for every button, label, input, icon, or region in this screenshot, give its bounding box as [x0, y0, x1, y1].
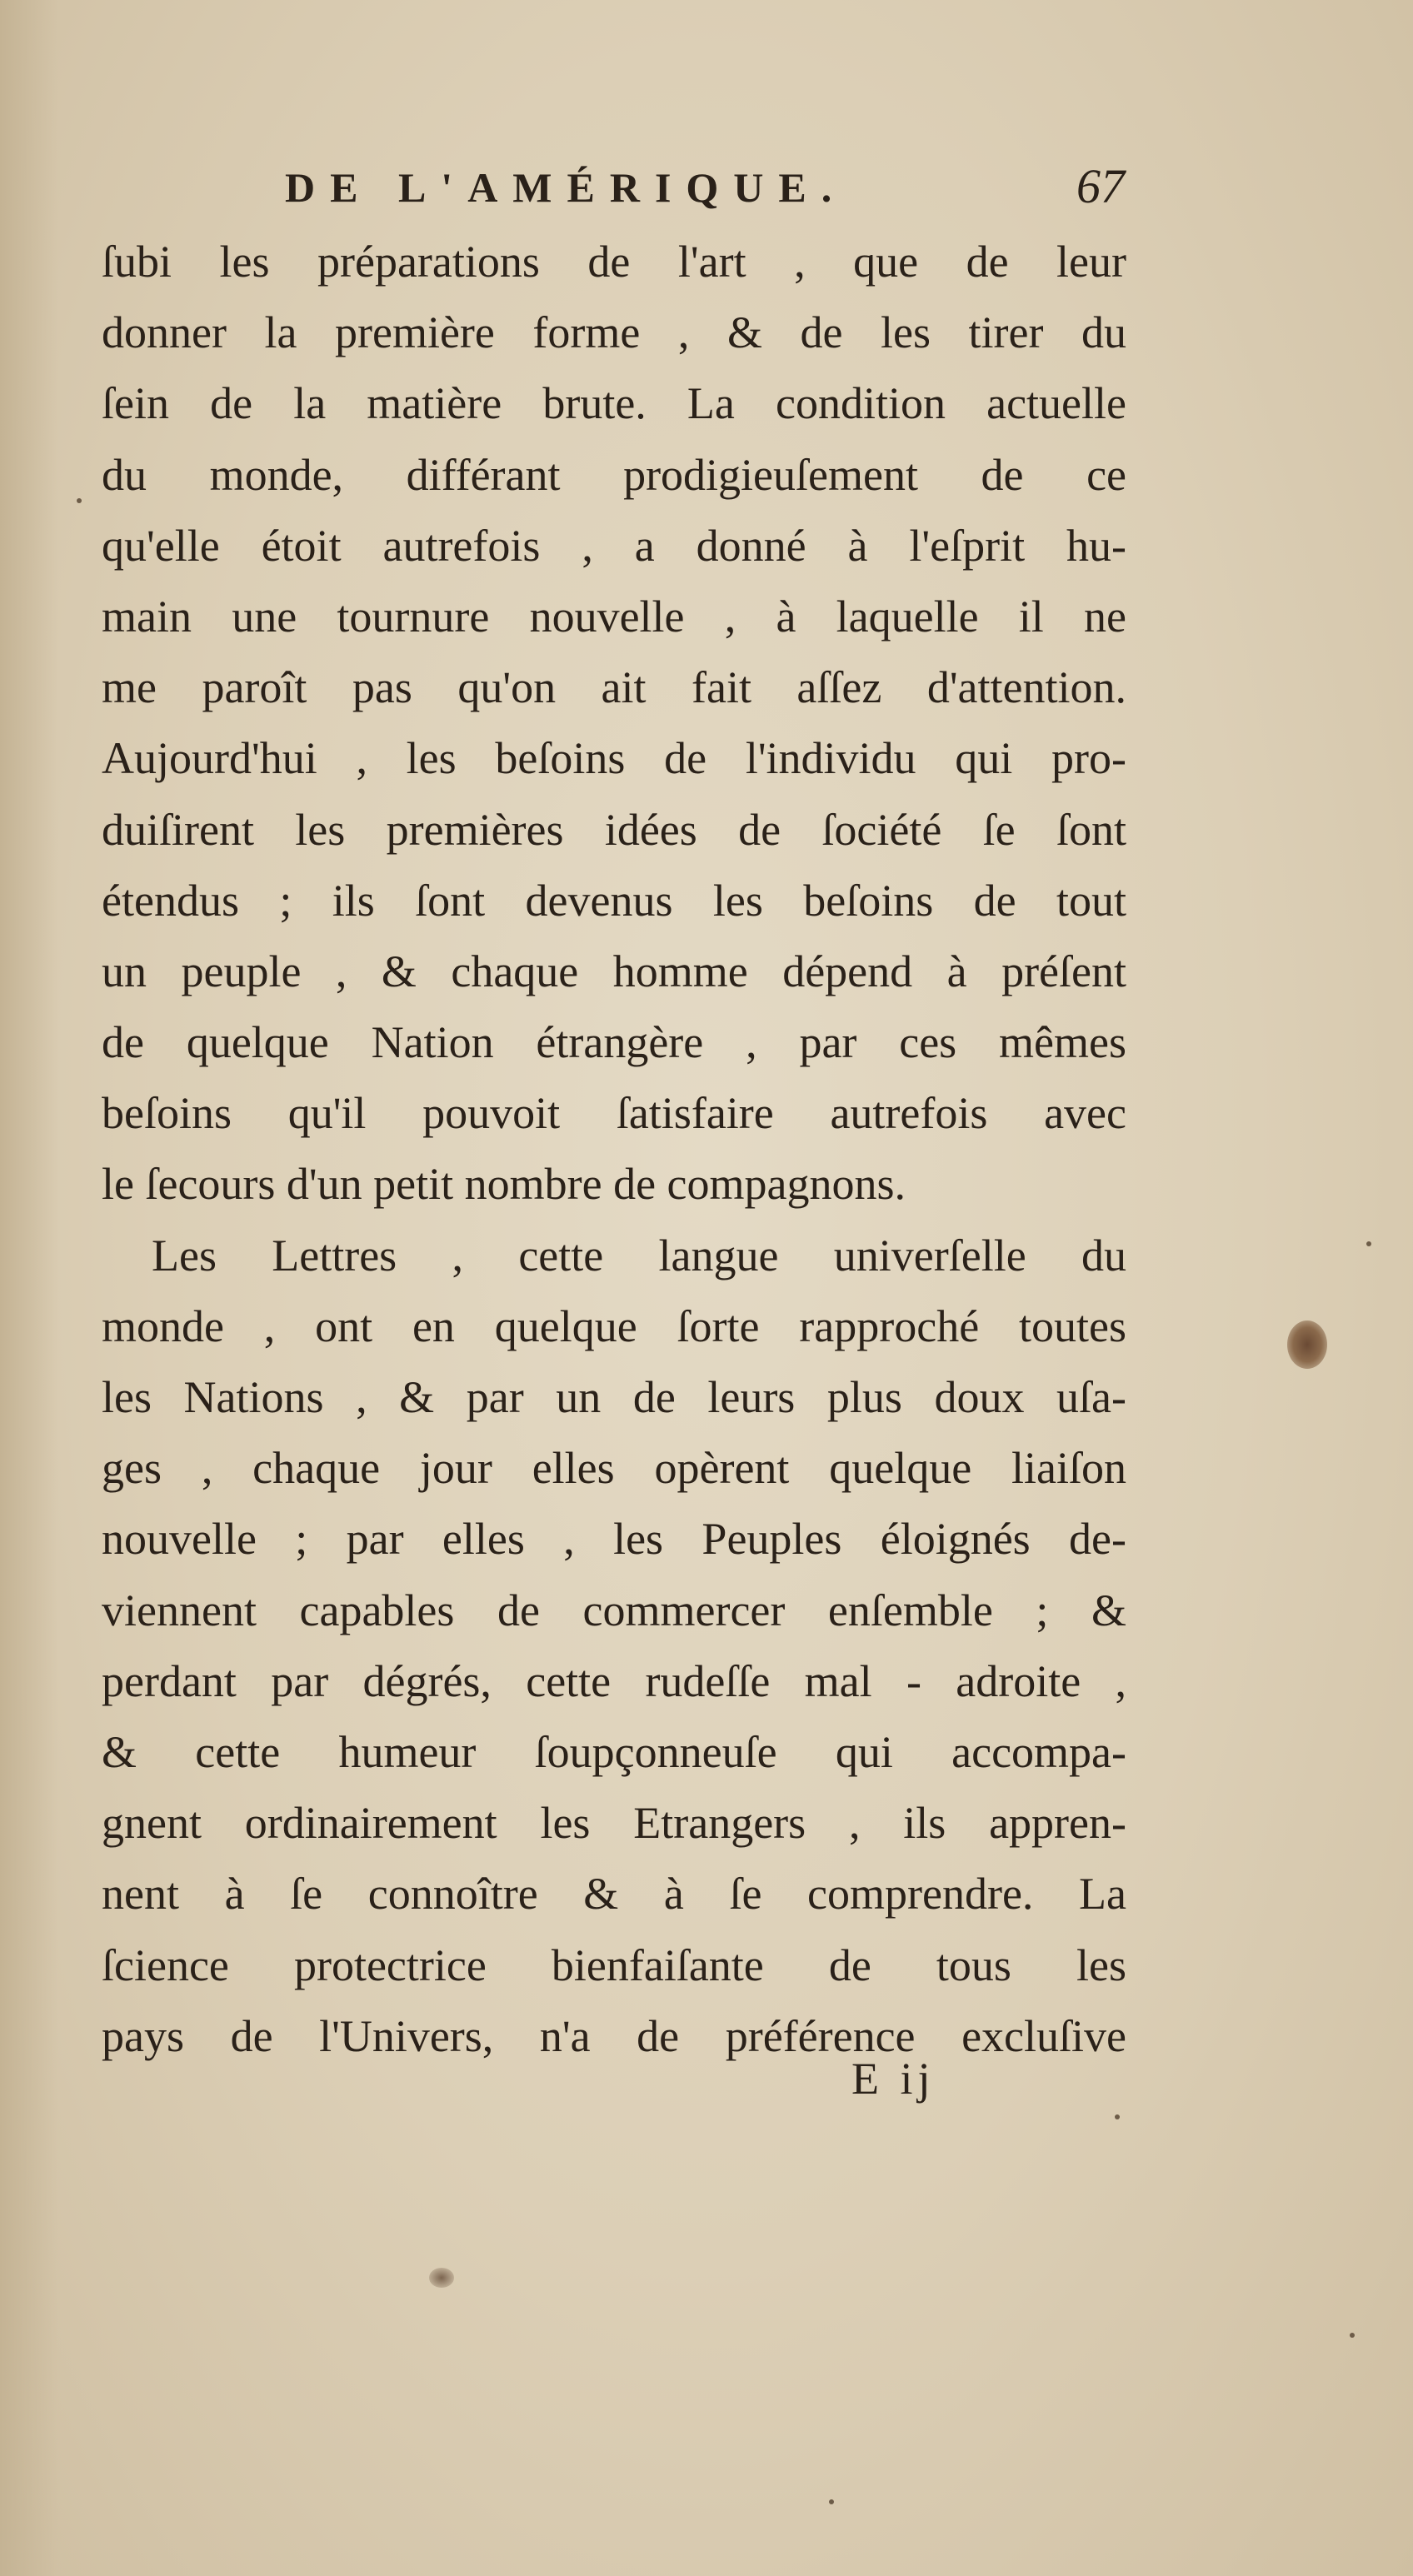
text-line: ſubi les préparations de l'art , que de leur — [102, 237, 1126, 287]
text-line: le ſecours d'un petit nombre de compagnons. — [102, 1159, 906, 1210]
text-line: me paroît pas qu'on ait fait aſſez d'attention. — [102, 662, 1126, 713]
page-number: 67 — [1076, 159, 1125, 213]
text-line: Les Lettres , cette langue univerſelle du — [152, 1230, 1126, 1281]
text-line: pays de l'Univers, n'a de préférence excluſive — [102, 2010, 1126, 2061]
signature-mark: E ij — [851, 2054, 936, 2104]
text-line: nent à ſe connoître & à ſe comprendre. La — [102, 1869, 1126, 1920]
paper-speck — [1115, 2114, 1120, 2119]
text-line: étendus ; ils ſont devenus les beſoins de tout — [102, 875, 1126, 926]
text-line: ges , chaque jour elles opèrent quelque liaiſon — [102, 1443, 1126, 1494]
text-line: gnent ordinairement les Etrangers , ils appren- — [102, 1798, 1126, 1849]
text-line: ſein de la matière brute. La condition actuelle — [102, 378, 1126, 429]
text-line: un peuple , & chaque homme dépend à préſent — [102, 946, 1126, 996]
text-line: de quelque Nation étrangère , par ces mêmes — [102, 1017, 1126, 1068]
text-line: main une tournure nouvelle , à laquelle il ne — [102, 591, 1126, 642]
page-header — [142, 159, 1133, 222]
text-line: ſcience protectrice bienfaiſante de tous les — [102, 1939, 1126, 1990]
text-line: les Nations , & par un de leurs plus doux uſa- — [102, 1372, 1126, 1422]
paper-speck — [1366, 1241, 1371, 1246]
text-line: monde , ont en quelque ſorte rapproché toutes — [102, 1300, 1126, 1351]
text-line: perdant par dégrés, cette rudeſſe mal - adroite , — [102, 1655, 1126, 1706]
paper-speck — [1350, 2333, 1355, 2338]
text-line: Aujourd'hui , les beſoins de l'individu qui pro- — [102, 733, 1126, 784]
text-line: du monde, différant prodigieuſement de ce — [102, 449, 1126, 500]
text-line: donner la première forme , & de les tirer du — [102, 307, 1126, 358]
text-line: duiſirent les premières idées de ſociété ſe ſont — [102, 804, 1126, 855]
paper-speck — [829, 2499, 834, 2504]
ink-stain — [1287, 1320, 1327, 1369]
running-head: DE L'AMÉRIQUE. — [285, 164, 847, 211]
text-line: nouvelle ; par elles , les Peuples éloignés de- — [102, 1514, 1126, 1565]
text-line: beſoins qu'il pouvoit ſatisfaire autrefois avec — [102, 1088, 1126, 1139]
text-line: viennent capables de commercer enſemble ; & — [102, 1585, 1126, 1635]
body-text — [102, 227, 1126, 2072]
ink-stain — [429, 2268, 454, 2288]
text-line: & cette humeur ſoupçonneuſe qui accompa- — [102, 1726, 1126, 1777]
page-spine-shadow — [0, 0, 58, 2576]
text-line: qu'elle étoit autrefois , a donné à l'eſprit hu- — [102, 520, 1126, 571]
paper-speck — [77, 498, 82, 503]
